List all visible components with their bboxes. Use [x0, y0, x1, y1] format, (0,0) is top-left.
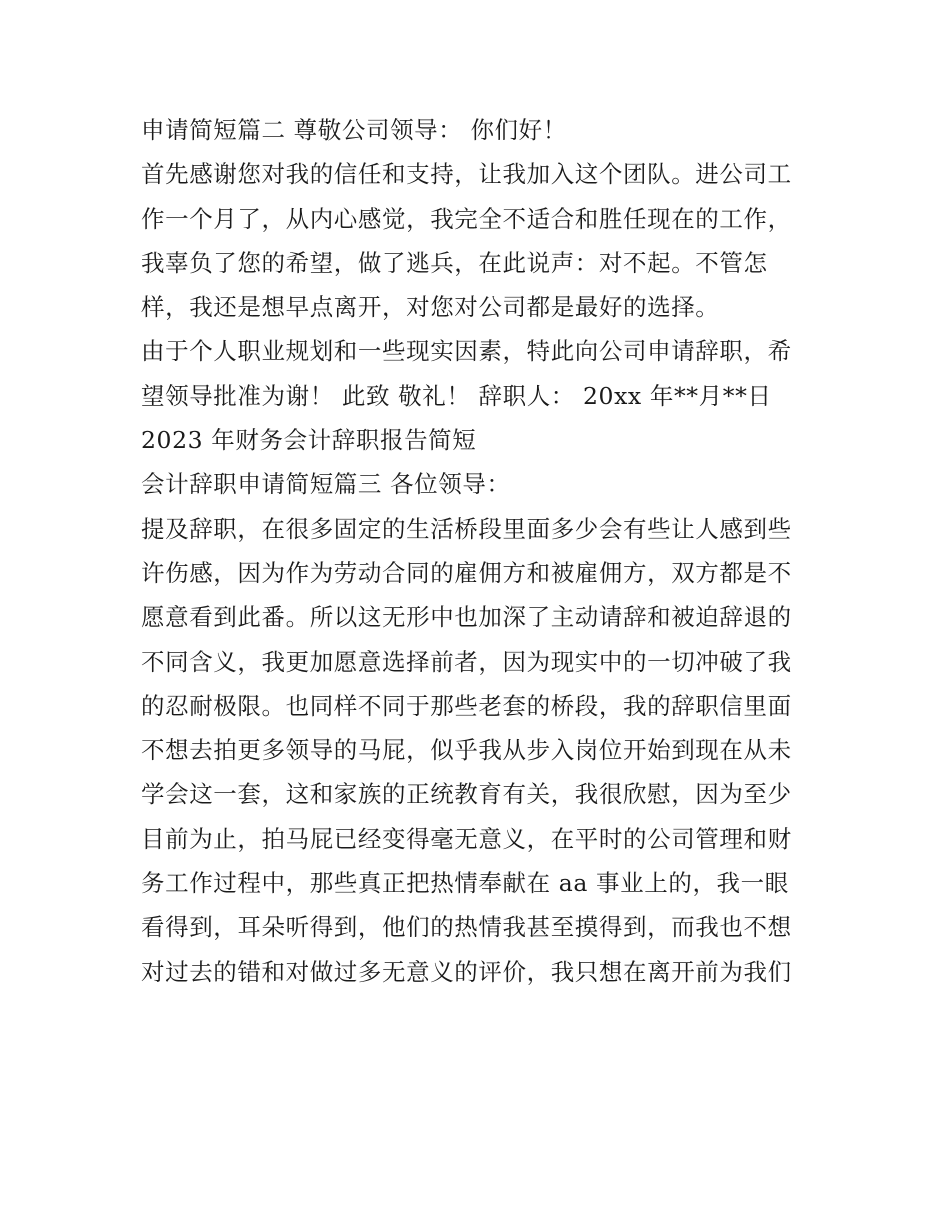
text-line: 愿意看到此番。所以这无形中也加深了主动请辞和被迫辞退的 — [141, 603, 792, 632]
text-line: 目前为止，拍马屁已经变得毫无意义，在平时的公司管理和财 — [141, 824, 792, 853]
text-line: 提及辞职，在很多固定的生活桥段里面多少会有些让人感到些 — [141, 514, 792, 543]
text-line: 对过去的错和对做过多无意义的评价，我只想在离开前为我们 — [141, 957, 792, 986]
text-line: 的忍耐极限。也同样不同于那些老套的桥段，我的辞职信里面 — [141, 691, 792, 720]
text-line: 学会这一套，这和家族的正统教育有关，我很欣慰，因为至少 — [141, 780, 792, 809]
text-line: 申请简短篇二 尊敬公司领导： 你们好！ — [141, 116, 567, 144]
text-line: 望领导批准为谢！ 此致 敬礼！ 辞职人： 20xx 年**月**日 — [141, 381, 772, 410]
text-line: 看得到，耳朵听得到，他们的热情我甚至摸得到，而我也不想 — [141, 913, 792, 942]
document-body — [141, 108, 813, 994]
text-line: 会计辞职申请简短篇三 各位领导： — [141, 470, 511, 499]
text-line: 我辜负了您的希望，做了逃兵，在此说声：对不起。不管怎 — [141, 248, 768, 277]
text-line: 不想去拍更多领导的马屁，似乎我从步入岗位开始到现在从未 — [141, 736, 792, 765]
text-line: 作一个月了，从内心感觉，我完全不适合和胜任现在的工作， — [141, 204, 792, 233]
text-line: 不同含义，我更加愿意选择前者，因为现实中的一切冲破了我 — [141, 647, 792, 676]
text-line: 首先感谢您对我的信任和支持，让我加入这个团队。进公司工 — [141, 160, 792, 189]
text-line: 许伤感，因为作为劳动合同的雇佣方和被雇佣方，双方都是不 — [141, 558, 792, 587]
text-line: 务工作过程中，那些真正把热情奉献在 aa 事业上的，我一眼 — [141, 869, 789, 898]
text-line: 由于个人职业规划和一些现实因素，特此向公司申请辞职，希 — [141, 337, 792, 366]
section-heading: 2023 年财务会计辞职报告简短 — [141, 426, 477, 455]
text-line: 样，我还是想早点离开，对您对公司都是最好的选择。 — [141, 293, 720, 322]
